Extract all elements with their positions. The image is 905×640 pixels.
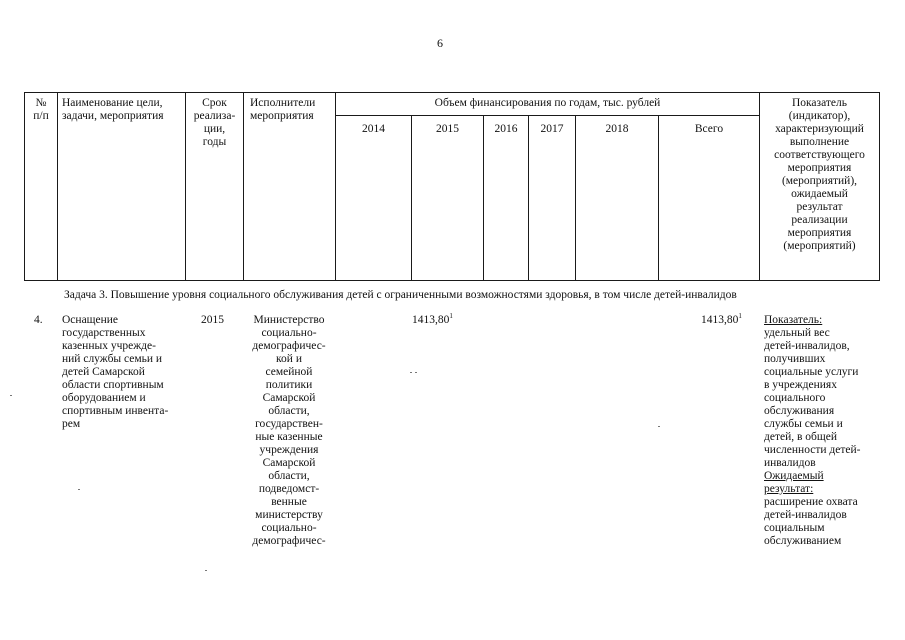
header-year-2017: 2017 <box>540 123 564 135</box>
header-executors-line: Исполнители <box>250 97 316 109</box>
header-total: Всего <box>694 123 724 135</box>
header-executors <box>250 97 334 123</box>
header-num-line: № <box>35 97 47 109</box>
row-executor-line: области, <box>268 405 310 417</box>
header-num <box>25 97 57 123</box>
indicator-label: Показатель: <box>764 314 823 326</box>
row-executor-line: венные <box>271 496 307 508</box>
header-name <box>62 97 184 123</box>
row-name-line: ний службы семьи и <box>62 353 163 365</box>
table-header-bottom-border <box>24 280 880 281</box>
scan-speck <box>658 426 660 427</box>
row-executor-line: подведомст- <box>258 483 320 495</box>
indicator-line: получивших <box>764 353 826 365</box>
row-name-line: детей Самарской <box>62 366 145 378</box>
header-year-2016: 2016 <box>494 123 518 135</box>
header-term-line: реализа- <box>193 110 236 122</box>
header-year-2015: 2015 <box>436 123 459 135</box>
header-indicator-line: (индикатор), <box>788 110 851 122</box>
row-executor-line: демографичес- <box>252 535 326 547</box>
header-indicator-line: ожидаемый <box>791 188 848 200</box>
col-border-7 <box>528 115 529 281</box>
scan-speck <box>205 570 207 571</box>
result-line: расширение охвата <box>764 496 858 508</box>
indicator-line: социальные услуги <box>764 366 859 378</box>
row-executors <box>243 314 335 548</box>
header-indicator-line: мероприятия <box>787 162 852 174</box>
col-border-6 <box>483 115 484 281</box>
row-executor-line: кой и <box>276 353 302 365</box>
table-top-border <box>24 92 880 93</box>
indicator-line: удельный вес <box>764 327 830 339</box>
footnote-marker: 1 <box>449 312 453 321</box>
header-indicator-line: (мероприятий) <box>783 240 856 252</box>
row-name-line: оборудованием и <box>62 392 146 404</box>
col-border-5 <box>411 115 412 281</box>
row-executor-line: учреждения <box>259 444 319 456</box>
row-executor-line: политики <box>265 379 313 391</box>
row-name <box>62 314 184 431</box>
header-name-line: Наименование цели, <box>62 97 163 109</box>
header-indicator-line: Показатель <box>791 97 848 109</box>
row-name-line: государственных <box>62 327 146 339</box>
row-name-line: спортивным инвента- <box>62 405 169 417</box>
row-executor-line: социально- <box>261 522 317 534</box>
scan-speck <box>410 372 412 373</box>
row-executor-line: ные казенные <box>255 431 323 443</box>
indicator-line: службы семьи и <box>764 418 843 430</box>
years-row-divider <box>335 115 759 116</box>
header-num-line: п/п <box>33 110 49 122</box>
scan-speck <box>10 395 12 396</box>
row-indicator <box>764 314 877 548</box>
header-term-line: Срок <box>202 97 227 109</box>
indicator-line: численности детей- <box>764 444 861 456</box>
page-number: 6 <box>437 36 443 50</box>
row-name-line: Оснащение <box>62 314 119 326</box>
col-border-4 <box>335 92 336 281</box>
row-name-line: рем <box>62 418 81 430</box>
scan-speck <box>78 489 80 490</box>
row-executor-line: Министерство <box>253 314 325 326</box>
header-term-line: годы <box>202 136 227 148</box>
row-value-total <box>701 314 742 327</box>
col-border-1 <box>57 92 58 281</box>
header-indicator-line: (мероприятий), <box>781 175 858 187</box>
result-label: Ожидаемый результат: <box>764 470 824 495</box>
col-border-9 <box>658 115 659 281</box>
header-indicator-line: характеризующий <box>775 123 864 135</box>
row-value-2014 <box>412 314 453 327</box>
footnote-marker: 1 <box>738 312 742 321</box>
header-indicator-line: реализации <box>791 214 848 226</box>
row-number: 4. <box>34 314 43 326</box>
row-value-total-number: 1413,80 <box>701 314 739 326</box>
row-executor-line: демографичес- <box>252 340 326 352</box>
row-executor-line: области, <box>268 470 310 482</box>
header-indicator-line: результат <box>796 201 843 213</box>
indicator-line: обслуживания <box>764 405 835 417</box>
row-executor-line: Самарской <box>262 457 316 469</box>
header-funding-group: Объем финансирования по годам, тыс. рублей <box>434 97 661 109</box>
row-name-line: казенных учрежде- <box>62 340 156 352</box>
col-border-8 <box>575 115 576 281</box>
col-border-3 <box>243 92 244 281</box>
row-executor-line: семейной <box>265 366 313 378</box>
header-year-2014: 2014 <box>362 123 385 135</box>
header-term <box>186 97 243 149</box>
row-executor-line: социально- <box>261 327 317 339</box>
indicator-line: детей, в общей <box>764 431 838 443</box>
indicator-line: инвалидов <box>764 457 816 469</box>
result-line: детей-инвалидов <box>764 509 847 521</box>
result-line: социальным <box>764 522 825 534</box>
indicator-line: социального <box>764 392 826 404</box>
header-indicator-line: соответствующего <box>774 149 865 161</box>
row-name-line: области спортивным <box>62 379 164 391</box>
header-executors-line: мероприятия <box>250 110 314 122</box>
header-indicator <box>760 97 879 253</box>
indicator-line: детей-инвалидов, <box>764 340 850 352</box>
row-executor-line: государствен- <box>255 418 323 430</box>
indicator-line: в учреждениях <box>764 379 837 391</box>
row-executor-line: Самарской <box>262 392 316 404</box>
header-name-line: задачи, мероприятия <box>62 110 164 122</box>
col-border-11 <box>879 92 880 281</box>
scan-speck <box>415 372 417 373</box>
header-indicator-line: выполнение <box>789 136 850 148</box>
table-header-grid <box>0 92 905 282</box>
header-year-2018: 2018 <box>605 123 629 135</box>
header-indicator-line: мероприятия <box>787 227 852 239</box>
row-value-2014-number: 1413,80 <box>412 314 450 326</box>
task-title: Задача 3. Повышение уровня социального обслуживания детей с ограниченными возможностями здоровья, в том числе детей-инвалидов <box>64 289 737 301</box>
result-line: обслуживанием <box>764 535 842 547</box>
header-term-line: ции, <box>203 123 226 135</box>
row-executor-line: министерству <box>255 509 323 521</box>
row-term: 2015 <box>201 314 224 326</box>
